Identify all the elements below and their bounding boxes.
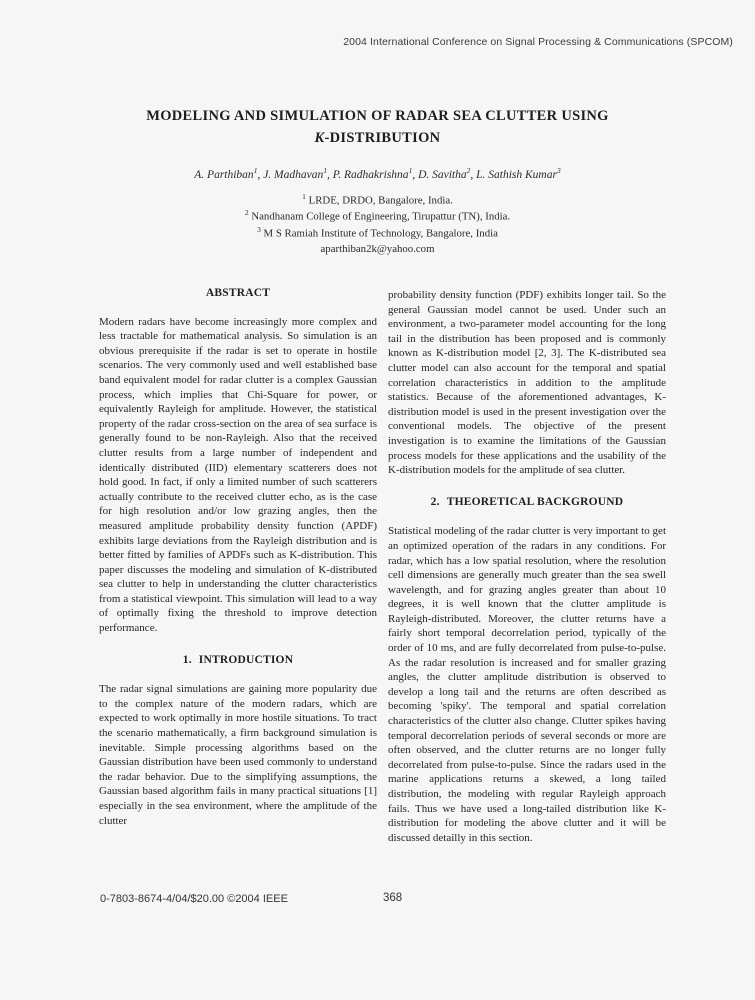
footer-page-number: 368 [383, 892, 403, 904]
right-column [388, 280, 666, 845]
section-number: 1. [182, 653, 192, 666]
affiliation-line [0, 208, 755, 224]
paper-title [0, 106, 755, 150]
author-name: A. Parthiban [194, 168, 254, 181]
author-affil-marker: 2 [466, 166, 471, 175]
author-separator: , [412, 168, 419, 181]
affiliation-line [0, 192, 755, 208]
author-affil-marker: 3 [556, 166, 561, 175]
affiliation-text: LRDE, DRDO, Bangalore, India. [305, 194, 453, 207]
abstract-paragraph: Modern radars have become increasingly more complex and less tractable for mathematical analysis. So simulation is an obvious prerequisite if the radar is set to operate in hostile scenarios. The very commonly used and well established base band equivalent model for radar clutter is a complex Gaussian process, which implies that Chi-Square for power, or equivalently Rayleigh for amplitude. However, the statistical property of the radar cross-section on the area of sea surface is generally found to be non-Rayleigh. Also that the received clutter results from a large number of independent and identically distributed (IID) elementary scatterers does not hold good. In fact, if only a limited number of such scatterers actually contribute to the received clutter echo, as is the case for high resolution and/or low grazing angles, then the measured amplitude probability density function (APDF) exhibits large deviations from the Rayleigh distribution and is better fitted by families of APDFs such as K-distribution. This paper discusses the modeling and simulation of K-distributed sea clutter to help in understanding the clutter characteristics from a statistical viewpoint. This simulation will lead to a way of optimally fixing the threshold to improve detection performance. [99, 315, 377, 635]
affiliation-text: Nandhanam College of Engineering, Tirupattur (TN), India. [248, 211, 511, 224]
author-name: D. Savitha [418, 168, 467, 181]
paper-title-k: K [314, 129, 325, 146]
author-affil-marker: 1 [253, 166, 258, 175]
continuation-paragraph: probability density function (PDF) exhibits longer tail. So the general Gaussian model cannot be used. Under such an environment, a two-parameter model accounting for the long tail in the distribution has been proposed and is commonly known as K-distribution model [2, 3]. The K-distributed sea clutter model can also account for the temporal and spatial correlation characteristics in addition to the amplitude statistics. Because of the aforementioned advantages, K-distribution model is used in the present investigation over the conventional models. The objective of the present investigation is to examine the limitations of the Gaussian process models for these applications and the usability of the K-distribution models for the amplitude of sea clutter. [388, 289, 666, 477]
conference-header: 2004 International Conference on Signal Processing & Communications (SPCOM) [343, 36, 733, 48]
author-separator: , [257, 168, 264, 181]
affiliation-text: M S Ramiah Institute of Technology, Bangalore, India [260, 227, 498, 240]
author-separator: , [470, 168, 477, 181]
introduction-paragraph: The radar signal simulations are gaining more popularity due to the complex nature of the modern radars, which are expected to work optimally in more hostile situations. To tract the scenario mathematically, a firm background simulation is inevitable. Simple processing algorithms based on the Gaussian distribution have been used commonly to understand the radar behavior. Due to the simplifying assumptions, the Gaussian based algorithm fails in many practical situations [1] especially in the sea environment, where the amplitude of the clutter [99, 683, 377, 827]
section-number: 2. [430, 495, 440, 508]
paper-title-line1: MODELING AND SIMULATION OF RADAR SEA CLUTTER USING [146, 108, 609, 124]
affiliation-line [0, 225, 755, 241]
theoretical-background-heading [388, 495, 666, 510]
affiliations-block [0, 192, 755, 257]
author-affil-marker: 1 [408, 166, 413, 175]
affiliation-marker: 2 [244, 208, 249, 218]
author-name: J. Madhavan [263, 168, 324, 181]
section-title: INTRODUCTION [198, 653, 294, 666]
abstract-heading: ABSTRACT [205, 287, 271, 299]
introduction-heading [99, 653, 377, 668]
authors-line [0, 166, 755, 181]
affiliation-marker: 1 [302, 192, 306, 201]
author-name: L. Sathish Kumar [476, 168, 557, 181]
footer-copyright: 0-7803-8674-4/04/$20.00 ©2004 IEEE [100, 893, 288, 905]
author-separator: , [326, 168, 333, 181]
paper-title-line2: -DISTRIBUTION [324, 129, 441, 146]
section-title: THEORETICAL BACKGROUND [446, 495, 624, 508]
theoretical-background-paragraph: Statistical modeling of the radar clutter is very important to get an optimized operation of the radars in any conditions. For radar, which has a low spatial resolution, where the resolution cell dimensions are generally much greater than the sea swell wavelength, and for grazing angles greater than about 10 degrees, it is well known that the clutter amplitude is Rayleigh-distributed. Moreover, the clutter returns have a fairly short temporal decorrelation period, typically of the order of 10 ms, and are fully decorrelated from pulse-to-pulse. As the radar resolution is increased and for smaller grazing angles, the clutter amplitude distribution is observed to develop a long tail and the returns are often described as becoming 'spiky'. The temporal and spatial correlation characteristics of the clutter also change. Clutter spikes having temporal decorrelation periods of several seconds or more are often observed, and the clutter returns are no longer fully decorrelated from pulse-to-pulse. Since the radars used in the marine applications returns a skewed, a long tailed distribution, the modeling with regular Rayleigh approach fails. Thus we have used a long-tailed distribution like K-distribution for modeling the above clutter and it will be discussed detailly in this section. [388, 525, 666, 844]
author-affil-marker: 1 [323, 166, 327, 175]
author-name: P. Radhakrishna [332, 168, 409, 181]
left-column [99, 280, 377, 828]
contact-email: aparthiban2k@yahoo.com [320, 243, 435, 256]
affiliation-marker: 3 [257, 224, 261, 234]
